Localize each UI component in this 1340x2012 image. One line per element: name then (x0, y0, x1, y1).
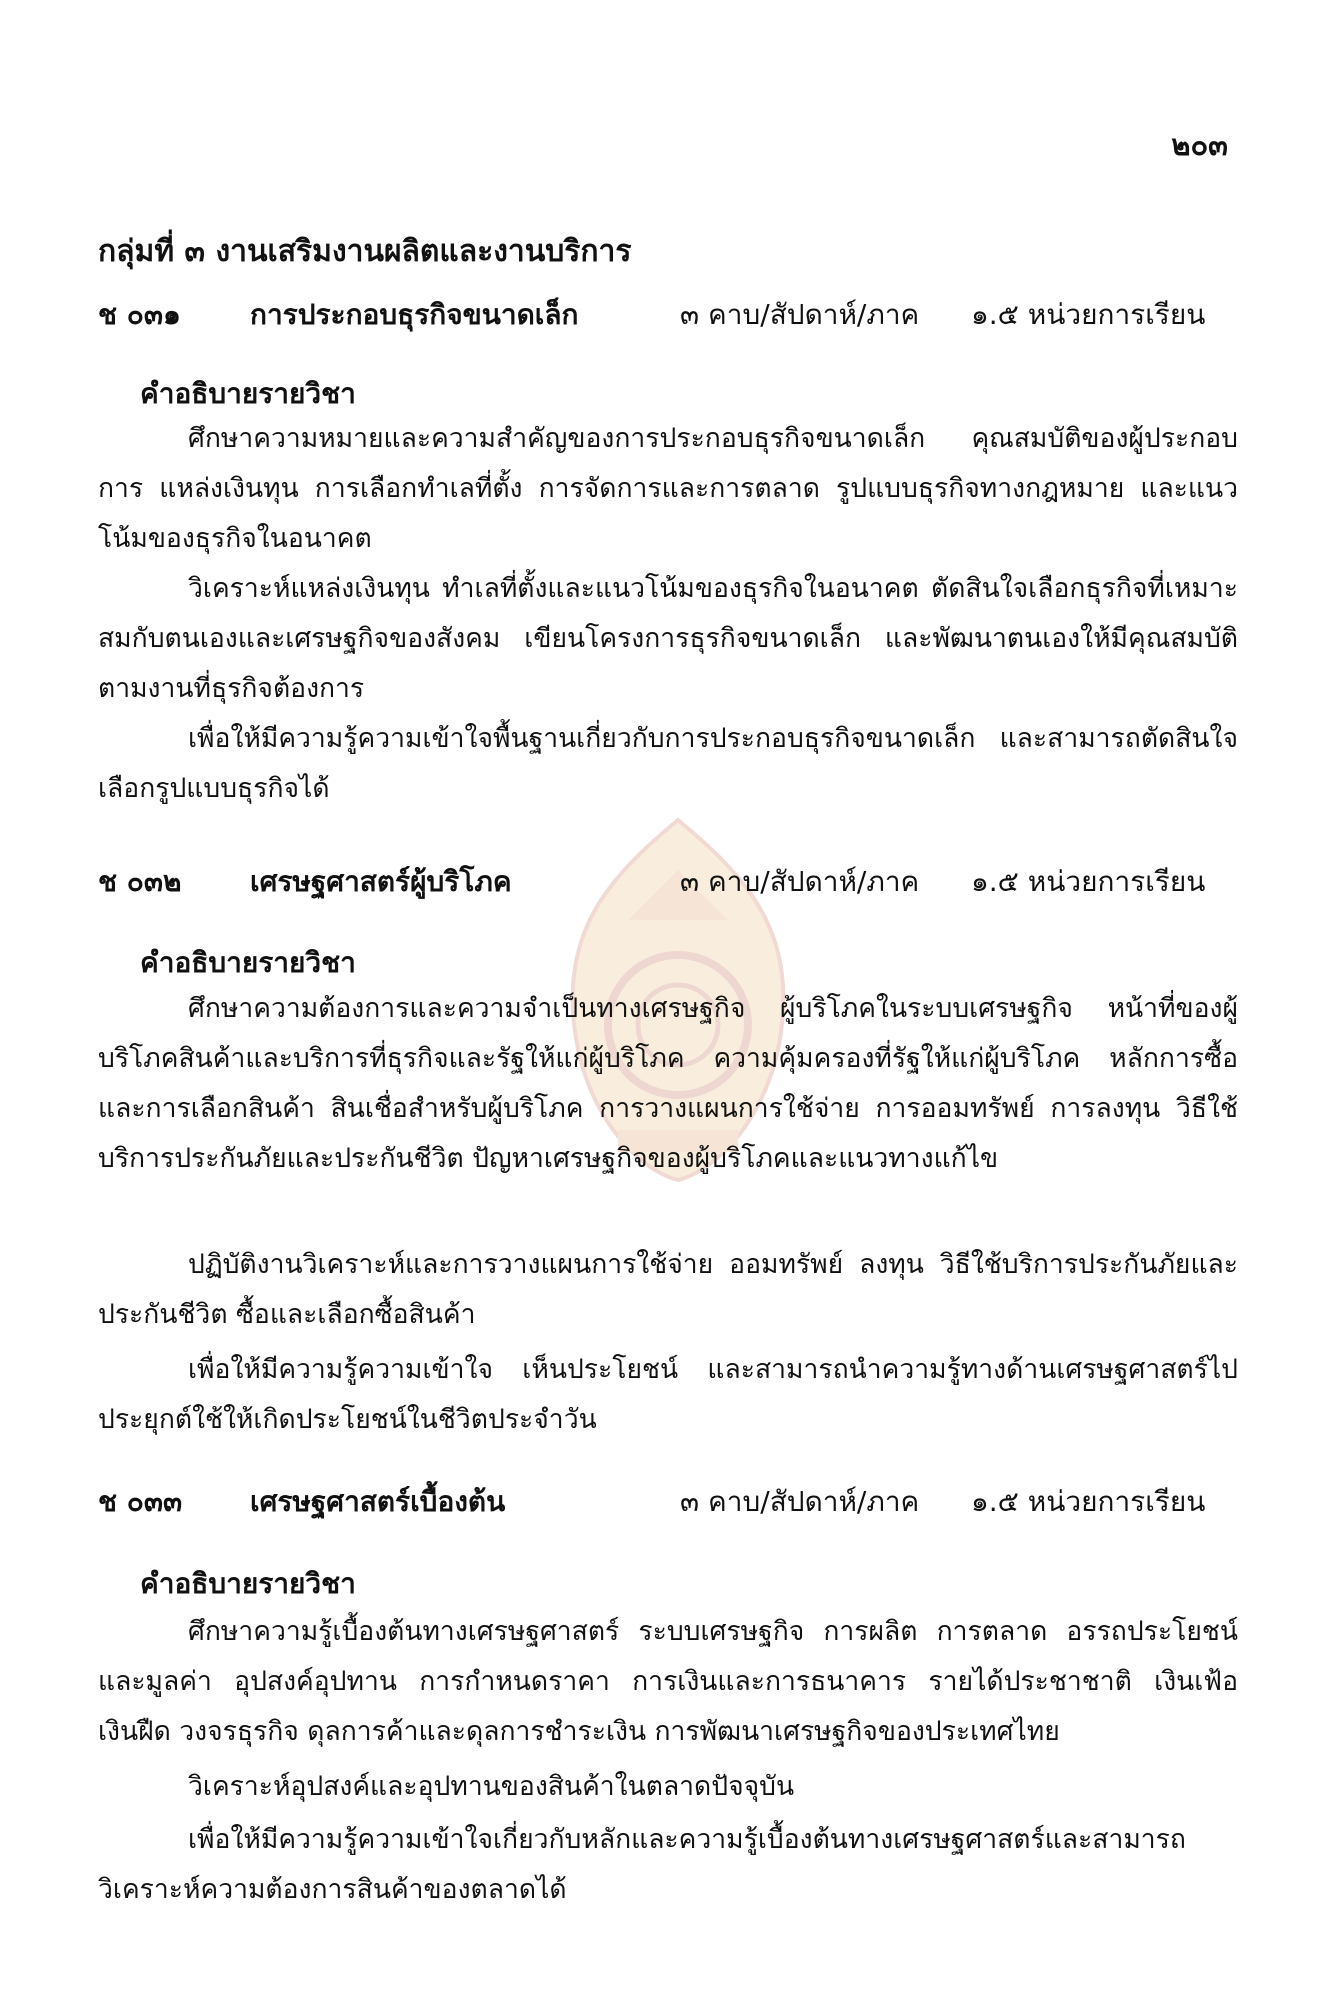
description-heading: คำอธิบายรายวิชา (140, 1567, 356, 1600)
course-hours: ๓ คาบ/สัปดาห์/ภาค (680, 865, 920, 898)
description-paragraph: วิเคราะห์แหล่งเงินทุน ทำเลที่ตั้งและแนวโน้มของธุรกิจในอนาคต ตัดสินใจเลือกธุรกิจที่เหมาะสมกับตนเองและเศรษฐกิจของสังคม เขียนโครงการธุรกิจขนาดเล็ก และพัฒนาตนเองให้มีคุณสมบัติตามงานที่ธุรกิจต้องการ (98, 573, 1238, 704)
course-hours: ๓ คาบ/สัปดาห์/ภาค (680, 298, 920, 331)
description-paragraph: เพื่อให้มีความรู้ความเข้าใจเกี่ยวกับหลักและความรู้เบื้องต้นทางเศรษฐศาสตร์และสามารถวิเคราะห์ความต้องการสินค้าของตลาดได้ (98, 1824, 1186, 1905)
course-code: ช ๐๓๒ (98, 865, 182, 898)
description-paragraph: ศึกษาความรู้เบื้องต้นทางเศรษฐศาสตร์ ระบบเศรษฐกิจ การผลิต การตลาด อรรถประโยชน์และมูลค่า อุปสงค์อุปทาน การกำหนดราคา การเงินและการธนาคาร รายได้ประชาชาติ เงินเฟ้อ เงินฝืด วงจรธุรกิจ ดุลการค้าและดุลการชำระเงิน การพัฒนาเศรษฐกิจของประเทศไทย (98, 1616, 1238, 1747)
course-code: ช ๐๓๑ (98, 298, 181, 331)
course-name: การประกอบธุรกิจขนาดเล็ก (250, 298, 579, 331)
page-number: ๒๐๓ (1171, 128, 1228, 162)
description-paragraph: ศึกษาความหมายและความสำคัญของการประกอบธุรกิจขนาดเล็ก คุณสมบัติของผู้ประกอบการ แหล่งเงินทุน การเลือกทำเลที่ตั้ง การจัดการและการตลาด รูปแบบธุรกิจทางกฎหมาย และแนวโน้มของธุรกิจในอนาคต (98, 423, 1238, 554)
course-credits: ๑.๕ หน่วยการเรียน (971, 1485, 1206, 1518)
course-code: ช ๐๓๓ (98, 1485, 183, 1518)
description-paragraph: ศึกษาความต้องการและความจำเป็นทางเศรษฐกิจ ผู้บริโภคในระบบเศรษฐกิจ หน้าที่ของผู้บริโภคสินค้าและบริการที่ธุรกิจและรัฐให้แก่ผู้บริโภค ความคุ้มครองที่รัฐให้แก่ผู้บริโภค หลักการซื้อ และการเลือกสินค้า สินเชื่อสำหรับผู้บริโภค การวางแผนการใช้จ่าย การออมทรัพย์ การลงทุน วิธีใช้บริการประกันภัยและประกันชีวิต ปัญหาเศรษฐกิจของผู้บริโภคและแนวทางแก้ไข (98, 993, 1238, 1174)
description-paragraph: เพื่อให้มีความรู้ความเข้าใจ เห็นประโยชน์ และสามารถนำความรู้ทางด้านเศรษฐศาสตร์ไปประยุกต์ใช้ให้เกิดประโยชน์ในชีวิตประจำวัน (98, 1354, 1238, 1435)
description-paragraph: เพื่อให้มีความรู้ความเข้าใจพื้นฐานเกี่ยวกับการประกอบธุรกิจขนาดเล็ก และสามารถตัดสินใจเลือกรูปแบบธุรกิจได้ (98, 723, 1238, 804)
group-title: กลุ่มที่ ๓ งานเสริมงานผลิตและงานบริการ (98, 234, 632, 269)
course-hours: ๓ คาบ/สัปดาห์/ภาค (680, 1485, 920, 1518)
course-credits: ๑.๕ หน่วยการเรียน (971, 865, 1206, 898)
course-header (98, 293, 1258, 337)
course-credits: ๑.๕ หน่วยการเรียน (971, 298, 1206, 331)
description-heading: คำอธิบายรายวิชา (140, 946, 356, 979)
course-name: เศรษฐศาสตร์ผู้บริโภค (250, 865, 512, 898)
description-paragraph: ปฏิบัติงานวิเคราะห์และการวางแผนการใช้จ่าย ออมทรัพย์ ลงทุน วิธีใช้บริการประกันภัยและประกันชีวิต ซื้อและเลือกซื้อสินค้า (98, 1249, 1238, 1330)
course-header (98, 1480, 1258, 1524)
course-name: เศรษฐศาสตร์เบื้องต้น (250, 1485, 506, 1518)
description-heading: คำอธิบายรายวิชา (140, 377, 356, 410)
course-header (98, 860, 1258, 904)
description-paragraph: วิเคราะห์อุปสงค์และอุปทานของสินค้าในตลาดปัจจุบัน (188, 1771, 795, 1802)
